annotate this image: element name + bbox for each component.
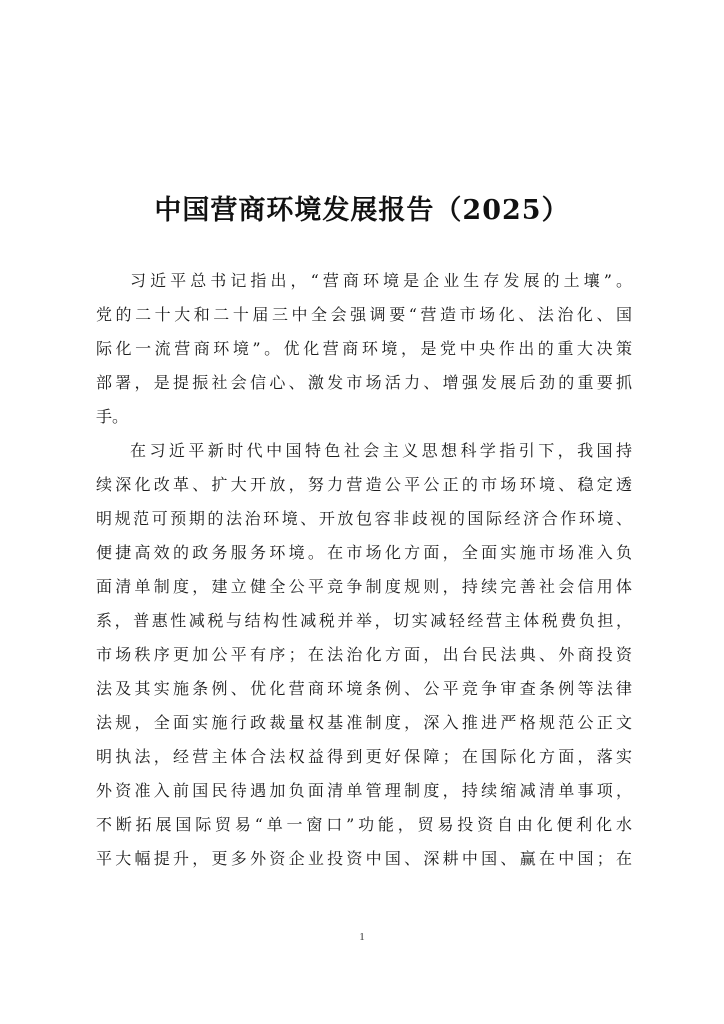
- paragraph-line: 部署，是提振社会信心、激发市场活力、增强发展后劲的重要抓: [96, 373, 632, 392]
- paragraph-line: 党的二十大和二十届三中全会强调要“营造市场化、法治化、国: [96, 305, 632, 324]
- document-body: [96, 264, 632, 876]
- paragraph-line: 续深化改革、扩大开放，努力营造公平公正的市场环境、稳定透: [96, 475, 632, 494]
- paragraph-line: 手。: [96, 407, 129, 426]
- paragraph-line: 在习近平新时代中国特色社会主义思想科学指引下，我国持: [130, 441, 632, 460]
- paragraph-line: 不断拓展国际贸易“单一窗口”功能，贸易投资自由化便利化水: [96, 815, 632, 834]
- paragraph-line: 法规，全面实施行政裁量权基准制度，深入推进严格规范公正文: [96, 713, 632, 732]
- paragraph-line: 平大幅提升，更多外资企业投资中国、深耕中国、赢在中国；在: [96, 849, 632, 868]
- document-title: 中国营商环境发展报告（2025）: [154, 195, 570, 226]
- paragraph-line: 法及其实施条例、优化营商环境条例、公平竞争审查条例等法律: [96, 679, 632, 698]
- paragraph-line: 明规范可预期的法治环境、开放包容非歧视的国际经济合作环境、: [96, 509, 632, 528]
- paragraph-line: 外资准入前国民待遇加负面清单管理制度，持续缩减清单事项，: [96, 781, 632, 800]
- paragraph-line: 面清单制度，建立健全公平竞争制度规则，持续完善社会信用体: [96, 577, 632, 596]
- paragraph-line: 便捷高效的政务服务环境。在市场化方面，全面实施市场准入负: [96, 543, 632, 562]
- paragraph-line: 际化一流营商环境”。优化营商环境，是党中央作出的重大决策: [96, 339, 632, 358]
- paragraph-line: 习近平总书记指出，“营商环境是企业生存发展的土壤”。: [130, 271, 632, 290]
- page-number: 1: [359, 931, 365, 943]
- paragraph-line: 明执法，经营主体合法权益得到更好保障；在国际化方面，落实: [96, 747, 632, 766]
- paragraph-line: 市场秩序更加公平有序；在法治化方面，出台民法典、外商投资: [96, 645, 632, 664]
- paragraph-line: 系，普惠性减税与结构性减税并举，切实减轻经营主体税费负担，: [96, 611, 632, 630]
